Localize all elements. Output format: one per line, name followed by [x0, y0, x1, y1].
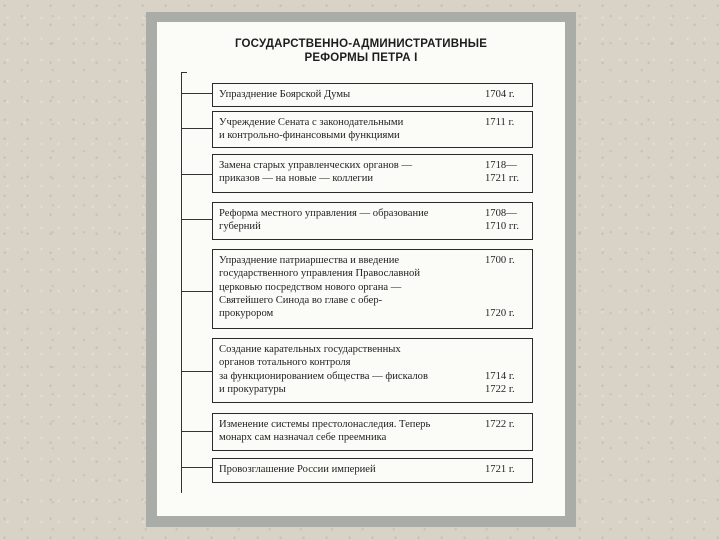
- reform-box-collegia: [212, 154, 533, 193]
- reform-text: Изменение системы престолонаследия. Теперь монарх сам назначал себе преемника: [219, 419, 431, 444]
- reform-years: 1711 г.: [485, 117, 515, 128]
- document-sheet: [157, 22, 565, 516]
- reform-box-succession: [212, 413, 533, 451]
- reform-years: 1722 г.: [485, 419, 515, 430]
- reform-text: Создание карательных государственных органов тотального контроля за функционированием общества — фискалов и прокуратуры: [219, 344, 428, 395]
- reform-box-empire: [212, 458, 533, 483]
- title-line-1: ГОСУДАРСТВЕННО-АДМИНИСТРАТИВНЫЕ: [234, 38, 488, 50]
- reform-text: Замена старых управленческих органов — приказов — на новые — коллегии: [219, 160, 413, 185]
- reform-years: 1704 г.: [485, 89, 515, 100]
- reform-box-synod: [212, 249, 533, 329]
- reform-box-boyar-duma: [212, 83, 533, 107]
- connector-top-tick: [181, 72, 187, 73]
- connector-stub: [181, 174, 212, 175]
- page-title: [157, 37, 565, 65]
- reform-box-fiscals: [212, 338, 533, 403]
- reform-years: 1721 г.: [485, 464, 515, 475]
- reform-box-gubernii: [212, 202, 533, 240]
- connector-stub: [181, 128, 212, 129]
- reform-text: Учреждение Сената с законодательными и контрольно-финансовыми функциями: [219, 117, 404, 142]
- reform-box-senate: [212, 111, 533, 148]
- reform-years: 1700 г. 1720 г.: [485, 255, 515, 320]
- connector-stub: [181, 431, 212, 432]
- title-line-2: РЕФОРМЫ ПЕТРА I: [304, 52, 418, 64]
- connector-stub: [181, 291, 212, 292]
- reform-years: 1708— 1710 гг.: [485, 208, 519, 233]
- connector-stub: [181, 93, 212, 94]
- connector-stub: [181, 467, 212, 468]
- connector-stub: [181, 371, 212, 372]
- connector-stub: [181, 219, 212, 220]
- connector-trunk: [181, 72, 182, 493]
- reform-years: 1714 г. 1722 г.: [485, 370, 515, 395]
- reform-years: 1718— 1721 гг.: [485, 160, 519, 185]
- reform-text: Упразднение патриаршества и введение государственного управления Православной церковью посредством нового органа — Святейшего Синода во главе с обер- прокурором: [219, 255, 421, 320]
- reform-text: Упразднение Боярской Думы: [219, 89, 351, 100]
- reform-text: Реформа местного управления — образование губерний: [219, 208, 429, 233]
- reform-text: Провозглашение России империей: [219, 464, 376, 475]
